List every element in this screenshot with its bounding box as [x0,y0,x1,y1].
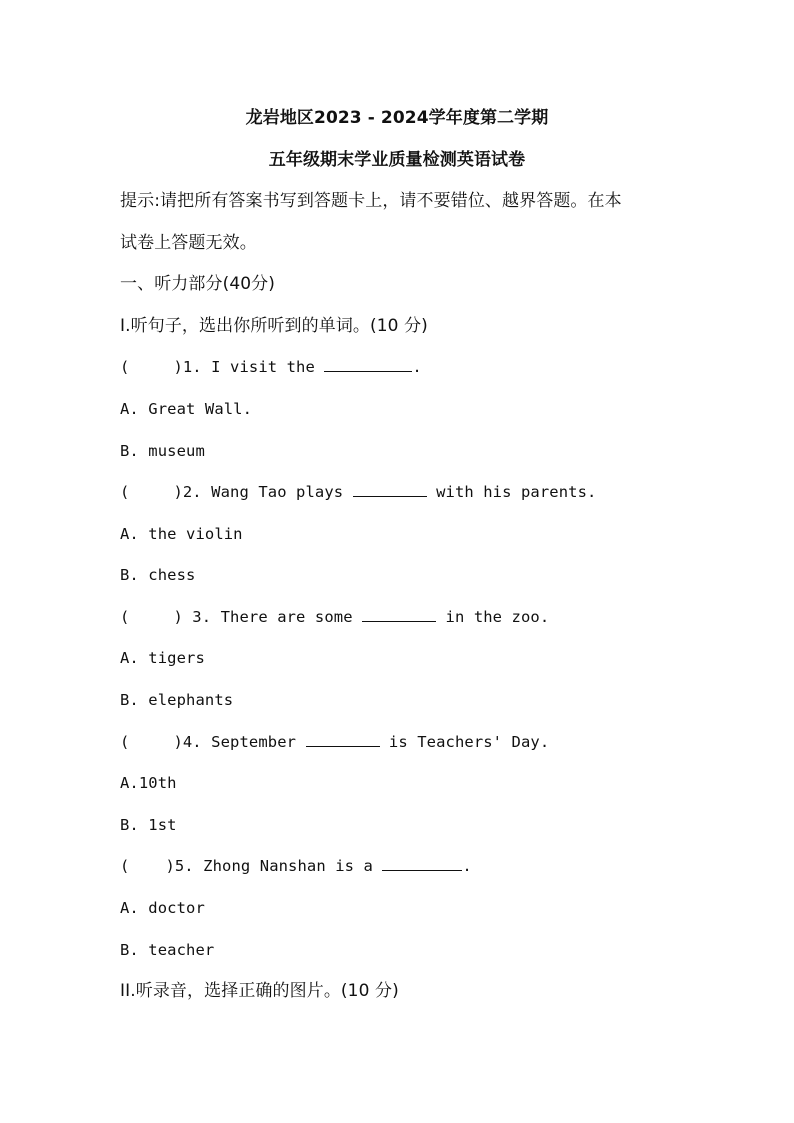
question-1-option-a: A. Great Wall. [120,400,253,418]
question-3-option-a: A. tigers [120,649,205,667]
notice-line2: 试卷上答题无效。 [120,233,257,253]
question-2-option-b: B. chess [120,566,196,584]
question-2-option-a: A. the violin [120,525,243,543]
answer-open-paren: ( [120,608,130,626]
answer-close-paren: ) [173,358,183,376]
answer-close-paren: ) [165,857,175,875]
question-5-prefix: 5. Zhong Nanshan is a [174,857,383,875]
question-4 [120,732,549,752]
question-1-blank [324,357,412,372]
question-3-suffix: in the zoo. [436,608,550,626]
question-3 [120,607,549,627]
question-5-option-a: A. doctor [120,899,205,917]
question-3-blank [362,607,436,622]
question-5 [120,856,472,876]
question-4-blank [306,732,380,747]
question-5-option-b: B. teacher [120,941,215,959]
question-1-prefix: 1. I visit the [182,358,325,376]
answer-open-paren: ( [120,857,130,875]
answer-open-paren: ( [120,483,130,501]
question-2 [120,482,596,502]
question-4-option-b: B. 1st [120,816,177,834]
part2-heading: II.听录音，选择正确的图片。(10 分) [120,981,399,1001]
answer-close-paren: ) [173,483,183,501]
question-2-prefix: 2. Wang Tao plays [182,483,353,501]
exam-title-line1: 龙岩地区2023 - 2024学年度第二学期 [245,108,549,128]
answer-close-paren: ) [173,608,183,626]
exam-title-line2: 五年级期末学业质量检测英语试卷 [268,150,526,170]
answer-open-paren: ( [120,733,130,751]
notice-line1: 提示:请把所有答案书写到答题卡上，请不要错位、越界答题。在本 [120,191,622,211]
question-5-suffix: . [462,857,472,875]
part1-heading: I.听句子，选出你所听到的单词。(10 分) [120,316,428,336]
question-1 [120,357,422,377]
question-1-suffix: . [412,358,422,376]
section-listening-heading: 一、听力部分(40分) [120,274,275,294]
question-4-prefix: 4. September [182,733,306,751]
question-4-suffix: is Teachers' Day. [379,733,550,751]
question-4-option-a: A.10th [120,774,177,792]
question-3-prefix: 3. There are some [182,608,363,626]
question-1-option-b: B. museum [120,442,205,460]
question-2-suffix: with his parents. [426,483,597,501]
question-3-option-b: B. elephants [120,691,234,709]
answer-open-paren: ( [120,358,130,376]
question-2-blank [353,482,427,497]
answer-close-paren: ) [173,733,183,751]
question-5-blank [382,856,462,871]
